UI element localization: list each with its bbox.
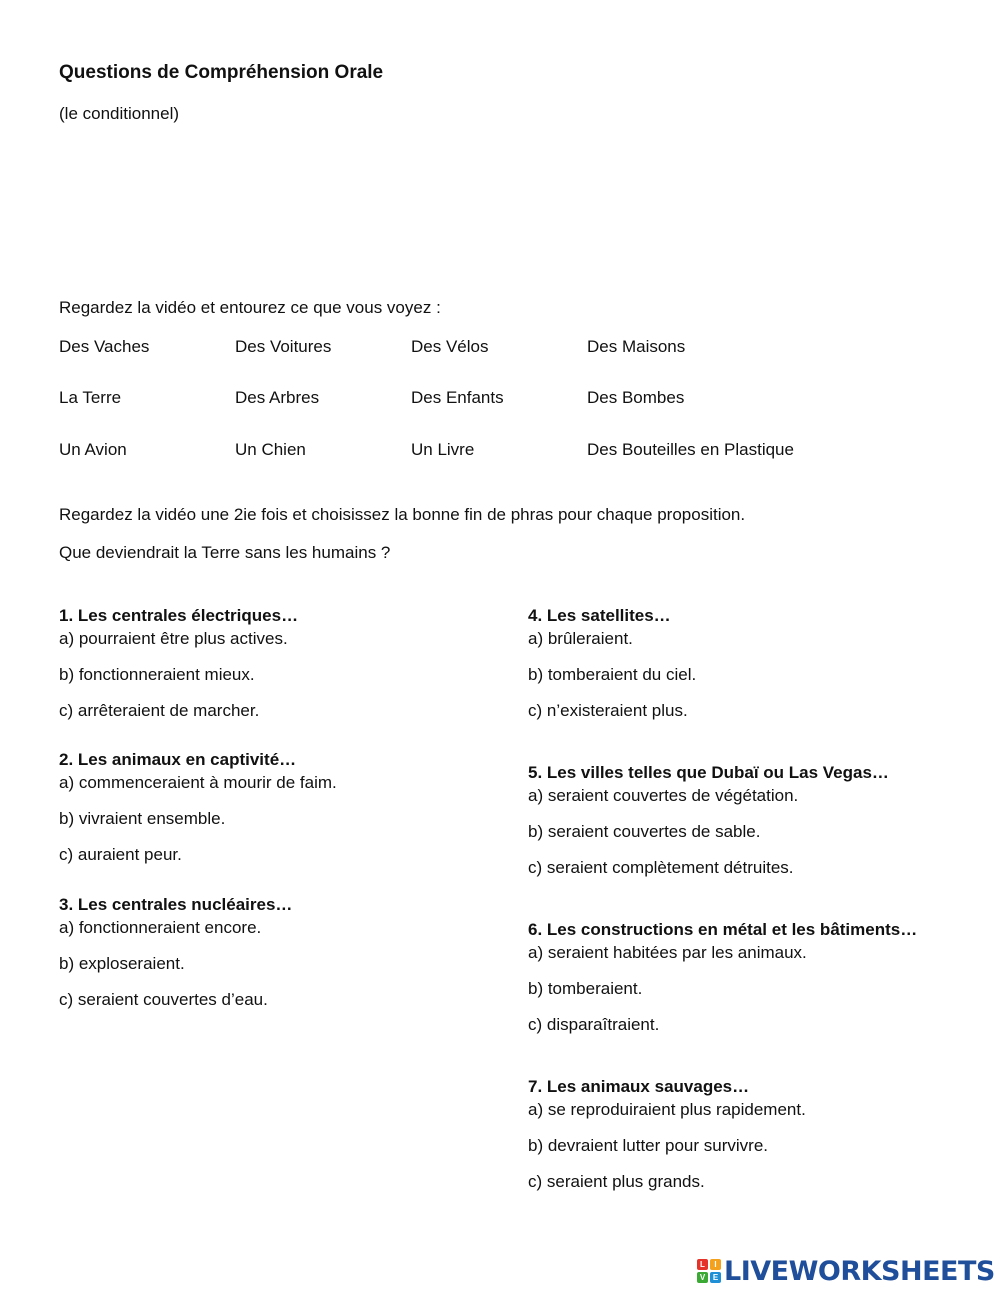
grid-word[interactable]: Un Chien: [235, 440, 306, 459]
logo-blocks-icon: [697, 1259, 721, 1283]
answer-option[interactable]: c) disparaîtraient.: [528, 1015, 660, 1034]
grid-word[interactable]: Des Voitures: [235, 337, 332, 356]
page-subtitle: (le conditionnel): [59, 104, 180, 123]
question-heading: 5. Les villes telles que Dubaï ou Las Vegas…: [528, 763, 889, 782]
answer-option[interactable]: b) seraient couvertes de sable.: [528, 822, 761, 841]
question-block-1: [59, 605, 298, 722]
question-heading: 1. Les centrales électriques…: [59, 606, 299, 625]
logo-letter: V: [697, 1272, 708, 1283]
question-heading: 3. Les centrales nucléaires…: [59, 895, 293, 914]
answer-option[interactable]: c) n’existeraient plus.: [528, 701, 688, 720]
answer-option[interactable]: a) brûleraient.: [528, 629, 633, 648]
answer-option[interactable]: a) fonctionneraient encore.: [59, 918, 262, 937]
question-heading: 2. Les animaux en captivité…: [59, 750, 297, 769]
answer-option[interactable]: c) seraient couvertes d’eau.: [59, 990, 268, 1009]
grid-word[interactable]: Des Vaches: [59, 337, 150, 356]
answer-option[interactable]: a) commenceraient à mourir de faim.: [59, 773, 337, 792]
question-heading: 6. Les constructions en métal et les bâtiments…: [528, 920, 918, 939]
answer-option[interactable]: c) arrêteraient de marcher.: [59, 701, 260, 720]
answer-option[interactable]: a) seraient habitées par les animaux.: [528, 943, 807, 962]
logo-letter: L: [697, 1259, 708, 1270]
part2-instruction: Regardez la vidéo une 2ie fois et choisissez la bonne fin de phras pour chaque proposition.: [59, 505, 746, 524]
answer-option[interactable]: c) seraient plus grands.: [528, 1172, 705, 1191]
grid-word[interactable]: Des Arbres: [235, 388, 320, 407]
question-heading: 7. Les animaux sauvages…: [528, 1077, 750, 1096]
answer-option[interactable]: b) vivraient ensemble.: [59, 809, 226, 828]
grid-word[interactable]: Des Enfants: [411, 388, 504, 407]
liveworksheets-logo: [697, 1256, 995, 1286]
logo-text: LIVEWORKSHEETS: [724, 1255, 995, 1287]
grid-word[interactable]: Des Maisons: [587, 337, 686, 356]
grid-word[interactable]: La Terre: [59, 388, 122, 407]
grid-word[interactable]: Des Bombes: [587, 388, 685, 407]
answer-option[interactable]: c) auraient peur.: [59, 845, 182, 864]
answer-option[interactable]: a) se reproduiraient plus rapidement.: [528, 1100, 806, 1119]
answer-option[interactable]: b) devraient lutter pour survivre.: [528, 1136, 768, 1155]
question-block-5: [528, 762, 889, 879]
answer-option[interactable]: b) fonctionneraient mieux.: [59, 665, 255, 684]
grid-word[interactable]: Un Livre: [411, 440, 475, 459]
answer-option[interactable]: b) tomberaient du ciel.: [528, 665, 697, 684]
page-title: Questions de Compréhension Orale: [59, 62, 384, 83]
answer-option[interactable]: a) pourraient être plus actives.: [59, 629, 288, 648]
answer-option[interactable]: b) tomberaient.: [528, 979, 643, 998]
part2-question: Que deviendrait la Terre sans les humains ?: [59, 543, 391, 562]
logo-letter: E: [710, 1272, 721, 1283]
question-block-7: [528, 1076, 806, 1193]
answer-option[interactable]: a) seraient couvertes de végétation.: [528, 786, 799, 805]
question-block-3: [59, 894, 292, 1011]
grid-word[interactable]: Des Vélos: [411, 337, 489, 356]
question-block-4: [528, 605, 696, 722]
logo-letter: I: [710, 1259, 721, 1270]
answer-option[interactable]: c) seraient complètement détruites.: [528, 858, 794, 877]
question-block-6: [528, 919, 917, 1036]
part1-instruction: Regardez la vidéo et entourez ce que vous voyez :: [59, 298, 441, 317]
grid-word[interactable]: Un Avion: [59, 440, 127, 459]
answer-option[interactable]: b) exploseraient.: [59, 954, 185, 973]
question-block-2: [59, 749, 337, 866]
question-heading: 4. Les satellites…: [528, 606, 671, 625]
grid-word[interactable]: Des Bouteilles en Plastique: [587, 440, 794, 459]
